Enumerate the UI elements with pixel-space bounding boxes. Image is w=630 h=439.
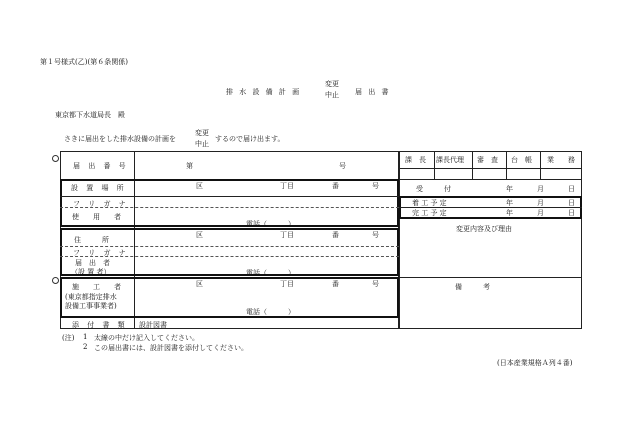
change-reason-label: 変更内容及び理由 bbox=[456, 225, 512, 233]
completion-day: 日 bbox=[568, 209, 575, 217]
contractor-sublabel-1: (東京都指定排水 bbox=[65, 293, 117, 301]
title-main: 排 水 設 備 計 画 bbox=[226, 88, 302, 96]
stamp-header-shinsa: 審 査 bbox=[477, 156, 498, 164]
contractor-ku: 区 bbox=[196, 280, 203, 288]
statement-before: さきに届出をした排水設備の計画を bbox=[64, 135, 176, 143]
stamp-header-daicho: 台 帳 bbox=[511, 156, 532, 164]
stamp-header-gyomu: 業 務 bbox=[547, 156, 575, 164]
furigana-label-2: フ リ ガ ナ bbox=[73, 249, 129, 257]
received-label: 受 付 bbox=[416, 185, 451, 193]
furigana-label-1: フ リ ガ ナ bbox=[73, 200, 129, 208]
location-ku: 区 bbox=[196, 182, 203, 190]
form-id: 第１号様式(乙)(第６条関係) bbox=[40, 58, 128, 66]
statement-option-cancel: 中止 bbox=[195, 140, 209, 148]
location-go: 号 bbox=[372, 182, 379, 190]
notification-number-label: 届 出 番 号 bbox=[73, 162, 129, 170]
addressee: 東京都下水道局長 殿 bbox=[55, 111, 125, 119]
address-label: 住 所 bbox=[74, 236, 109, 244]
attachment-value: 設計図書 bbox=[139, 321, 167, 329]
paper-size: (日本産業規格Ａ列４番) bbox=[497, 359, 573, 367]
attachment-label: 添 付 書 類 bbox=[72, 321, 128, 329]
note-2-text: この届出書には、設計図書を添付してください。 bbox=[94, 344, 248, 352]
user-phone-label: 電話（ ） bbox=[246, 220, 295, 228]
stamp-header-kacho: 課 長 bbox=[405, 156, 426, 164]
title-suffix: 届 出 書 bbox=[355, 88, 391, 96]
contractor-go: 号 bbox=[372, 280, 379, 288]
user-label: 使 用 者 bbox=[72, 213, 121, 221]
start-month: 月 bbox=[537, 199, 544, 207]
contractor-banchi: 番 bbox=[332, 280, 339, 288]
applicant-sublabel: （設 置 者） bbox=[71, 268, 111, 276]
punch-hole-top bbox=[52, 155, 59, 162]
location-label: 設 置 場 所 bbox=[71, 184, 127, 192]
address-ku: 区 bbox=[196, 231, 203, 239]
notification-go: 号 bbox=[339, 162, 346, 170]
statement-option-change: 変更 bbox=[195, 129, 209, 137]
title-option-cancel: 中止 bbox=[325, 91, 339, 99]
title-option-change: 変更 bbox=[325, 80, 339, 88]
applicant-label: 届 出 者 bbox=[75, 259, 110, 267]
stamp-header-kacho-dairi: 課長代理 bbox=[436, 156, 464, 164]
received-year: 年 bbox=[506, 185, 513, 193]
start-day: 日 bbox=[568, 199, 575, 207]
note-2-num: 2 bbox=[83, 343, 88, 351]
remarks-label: 備 考 bbox=[455, 283, 490, 291]
received-day: 日 bbox=[568, 185, 575, 193]
right-table bbox=[399, 151, 582, 329]
contractor-sublabel-2: 設備工事事業者) bbox=[65, 302, 117, 310]
completion-label: 完 工 予 定 bbox=[412, 209, 447, 217]
start-year: 年 bbox=[506, 199, 513, 207]
punch-hole-bottom bbox=[52, 277, 59, 284]
applicant-phone-label: 電話（ ） bbox=[246, 269, 295, 277]
location-chome: 丁目 bbox=[280, 182, 294, 190]
notes-prefix: (注) bbox=[62, 334, 75, 342]
note-1-text: 太線の中だけ記入してください。 bbox=[94, 334, 199, 342]
completion-month: 月 bbox=[537, 209, 544, 217]
contractor-phone-label: 電話（ ） bbox=[246, 308, 295, 316]
contractor-label: 施 工 者 bbox=[72, 283, 121, 291]
start-label: 着 工 予 定 bbox=[412, 199, 447, 207]
contractor-chome: 丁目 bbox=[280, 280, 294, 288]
address-chome: 丁目 bbox=[280, 231, 294, 239]
received-month: 月 bbox=[537, 185, 544, 193]
note-1-num: 1 bbox=[83, 333, 88, 341]
address-banchi: 番 bbox=[332, 231, 339, 239]
statement-after: するので届け出ます。 bbox=[215, 135, 285, 143]
address-go: 号 bbox=[372, 231, 379, 239]
completion-year: 年 bbox=[506, 209, 513, 217]
notification-dai: 第 bbox=[186, 162, 193, 170]
location-banchi: 番 bbox=[332, 182, 339, 190]
